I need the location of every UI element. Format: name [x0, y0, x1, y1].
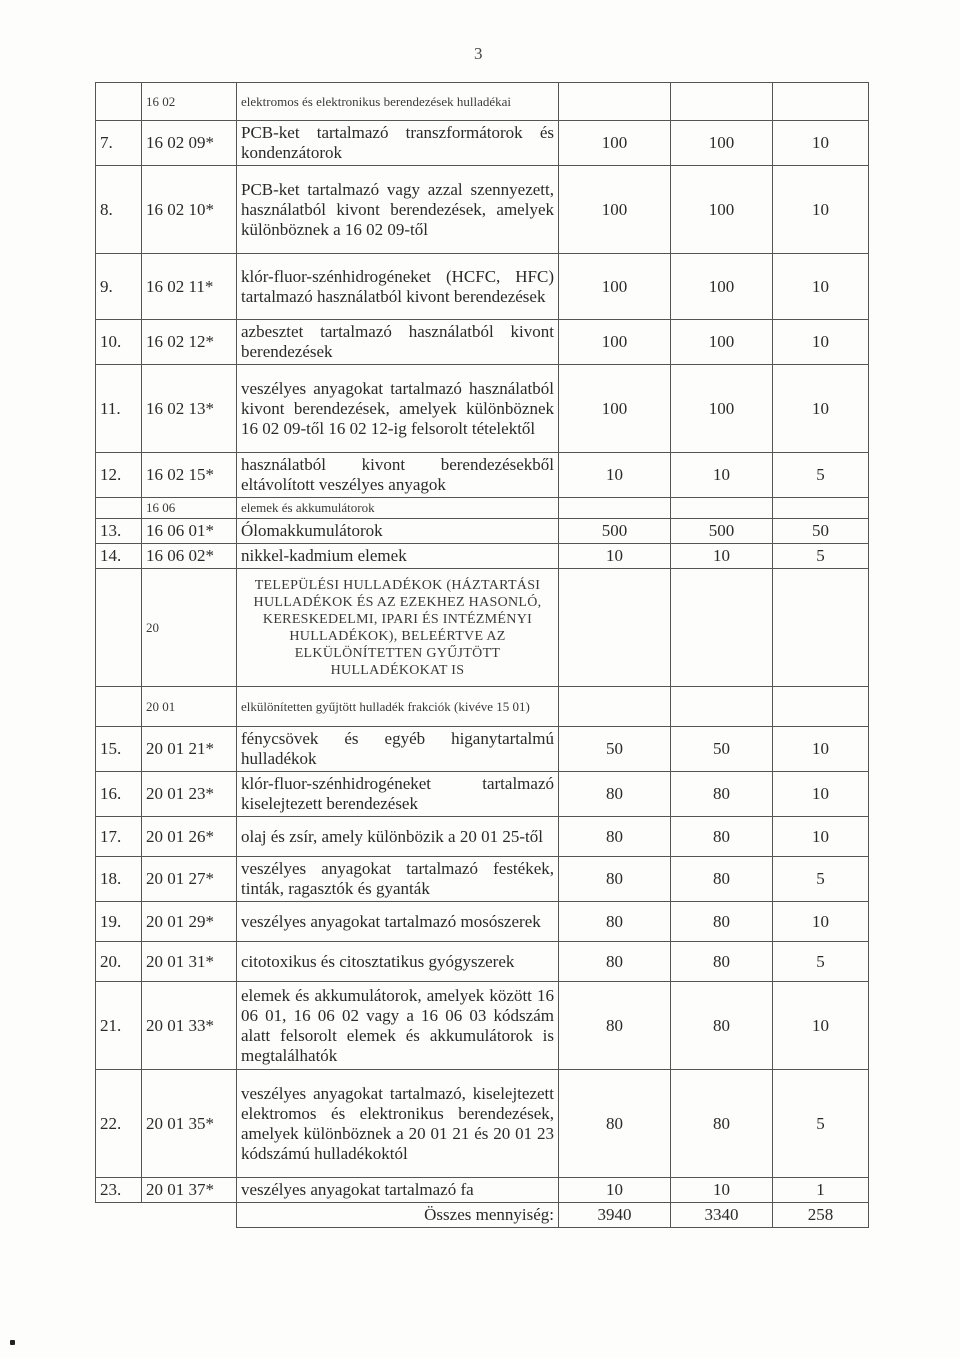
waste-description: Ólomakkumulátorok	[237, 519, 559, 544]
waste-code: 20 01 37*	[142, 1178, 237, 1203]
quantity-value-3: 10	[773, 727, 869, 772]
quantity-value-3: 10	[773, 772, 869, 817]
quantity-value-1: 100	[559, 320, 671, 365]
waste-code: 16 02 13*	[142, 365, 237, 453]
table-body	[96, 83, 869, 1228]
empty-cell	[773, 687, 869, 727]
quantity-value-3: 5	[773, 942, 869, 982]
waste-quantity-table	[95, 82, 869, 1228]
quantity-value-1: 10	[559, 453, 671, 498]
section-code: 20 01	[142, 687, 237, 727]
empty-cell	[559, 687, 671, 727]
quantity-value-3: 10	[773, 817, 869, 857]
row-number: 23.	[96, 1178, 142, 1203]
table-row	[96, 365, 869, 453]
waste-description: veszélyes anyagokat tartalmazó festékek, tinták, ragasztók és gyanták	[237, 857, 559, 902]
row-number: 14.	[96, 544, 142, 569]
quantity-value-2: 10	[671, 544, 773, 569]
quantity-value-3: 5	[773, 544, 869, 569]
waste-description: azbesztet tartalmazó használatból kivont berendezések	[237, 320, 559, 365]
section-description: elemek és akkumulátorok	[237, 498, 559, 519]
quantity-value-1: 50	[559, 727, 671, 772]
quantity-value-1: 100	[559, 365, 671, 453]
quantity-value-1: 80	[559, 902, 671, 942]
row-number: 10.	[96, 320, 142, 365]
quantity-value-1: 80	[559, 942, 671, 982]
empty-cell	[559, 569, 671, 687]
total-value-2: 3340	[671, 1203, 773, 1228]
waste-code: 16 02 10*	[142, 166, 237, 254]
empty-cell	[773, 569, 869, 687]
waste-code: 16 02 12*	[142, 320, 237, 365]
waste-code: 16 02 09*	[142, 121, 237, 166]
quantity-value-2: 500	[671, 519, 773, 544]
total-value-3: 258	[773, 1203, 869, 1228]
table-row	[96, 1178, 869, 1203]
quantity-value-2: 80	[671, 942, 773, 982]
waste-code: 20 01 27*	[142, 857, 237, 902]
page-number: 3	[474, 44, 483, 63]
quantity-value-3: 10	[773, 365, 869, 453]
row-number: 22.	[96, 1070, 142, 1178]
row-number: 16.	[96, 772, 142, 817]
waste-description: fénycsövek és egyéb higanytartalmú hulladékok	[237, 727, 559, 772]
waste-description: olaj és zsír, amely különbözik a 20 01 25-től	[237, 817, 559, 857]
quantity-value-2: 80	[671, 772, 773, 817]
table-row	[96, 982, 869, 1070]
row-number: 17.	[96, 817, 142, 857]
quantity-value-3: 5	[773, 453, 869, 498]
table-row	[96, 121, 869, 166]
quantity-value-1: 10	[559, 544, 671, 569]
section-heading-row	[96, 569, 869, 687]
section-heading-row	[96, 687, 869, 727]
table-row	[96, 902, 869, 942]
row-number-empty	[96, 83, 142, 121]
quantity-value-3: 10	[773, 982, 869, 1070]
empty-cell	[559, 498, 671, 519]
quantity-value-3: 10	[773, 166, 869, 254]
quantity-value-1: 500	[559, 519, 671, 544]
waste-code: 20 01 29*	[142, 902, 237, 942]
row-number: 19.	[96, 902, 142, 942]
total-row	[96, 1203, 869, 1228]
table-row	[96, 772, 869, 817]
section-description: TELEPÜLÉSI HULLADÉKOK (HÁZTARTÁSI HULLADÉKOK ÉS AZ EZEKHEZ HASONLÓ, KERESKEDELMI, IPARI ÉS INTÉZMÉNYI HULLADÉKOK), BELEÉRTVE AZ ELKÜLÖNÍTETTEN GYŰJTÖTT HULLADÉKOKAT IS	[237, 569, 559, 687]
quantity-value-2: 10	[671, 1178, 773, 1203]
table-row	[96, 254, 869, 320]
quantity-value-1: 80	[559, 857, 671, 902]
quantity-value-3: 10	[773, 902, 869, 942]
waste-description: PCB-ket tartalmazó vagy azzal szennyezett, használatból kivont berendezések, amelyek különböznek a 16 02 09-től	[237, 166, 559, 254]
quantity-value-1: 100	[559, 254, 671, 320]
quantity-value-3: 50	[773, 519, 869, 544]
waste-code: 20 01 33*	[142, 982, 237, 1070]
row-number: 18.	[96, 857, 142, 902]
quantity-value-1: 10	[559, 1178, 671, 1203]
row-number: 15.	[96, 727, 142, 772]
table-row	[96, 857, 869, 902]
total-value-1: 3940	[559, 1203, 671, 1228]
quantity-value-2: 50	[671, 727, 773, 772]
quantity-value-2: 10	[671, 453, 773, 498]
table-row	[96, 166, 869, 254]
waste-description: citotoxikus és citosztatikus gyógyszerek	[237, 942, 559, 982]
row-number-empty	[96, 569, 142, 687]
table-row	[96, 942, 869, 982]
section-heading-row	[96, 498, 869, 519]
quantity-value-2: 80	[671, 1070, 773, 1178]
quantity-value-2: 100	[671, 166, 773, 254]
row-number: 20.	[96, 942, 142, 982]
row-number-empty	[96, 498, 142, 519]
waste-code: 16 06 02*	[142, 544, 237, 569]
waste-description: veszélyes anyagokat tartalmazó mosószerek	[237, 902, 559, 942]
scan-speck	[10, 1340, 15, 1345]
waste-code: 16 06 01*	[142, 519, 237, 544]
table-row	[96, 544, 869, 569]
empty-cell	[559, 83, 671, 121]
row-number: 13.	[96, 519, 142, 544]
waste-code: 16 02 11*	[142, 254, 237, 320]
quantity-value-2: 80	[671, 902, 773, 942]
quantity-value-1: 80	[559, 772, 671, 817]
empty-cell	[671, 498, 773, 519]
row-number: 9.	[96, 254, 142, 320]
quantity-value-2: 80	[671, 817, 773, 857]
quantity-value-2: 80	[671, 857, 773, 902]
row-number: 7.	[96, 121, 142, 166]
waste-description: nikkel-kadmium elemek	[237, 544, 559, 569]
waste-code: 20 01 21*	[142, 727, 237, 772]
quantity-value-3: 1	[773, 1178, 869, 1203]
quantity-value-1: 80	[559, 817, 671, 857]
waste-description: veszélyes anyagokat tartalmazó használatból kivont berendezések, amelyek különböznek 16 02 09-től 16 02 12-ig felsorolt tételektől	[237, 365, 559, 453]
table-row	[96, 817, 869, 857]
waste-code: 20 01 23*	[142, 772, 237, 817]
quantity-value-2: 100	[671, 320, 773, 365]
section-heading-row	[96, 83, 869, 121]
empty-cell	[773, 83, 869, 121]
empty-cell	[671, 569, 773, 687]
waste-description: klór-fluor-szénhidrogéneket tartalmazó kiselejtezett berendezések	[237, 772, 559, 817]
section-description: elektromos és elektronikus berendezések hulladékai	[237, 83, 559, 121]
waste-description: klór-fluor-szénhidrogéneket (HCFC, HFC) tartalmazó használatból kivont berendezések	[237, 254, 559, 320]
row-number: 12.	[96, 453, 142, 498]
quantity-value-2: 80	[671, 982, 773, 1070]
row-number: 11.	[96, 365, 142, 453]
section-code: 16 02	[142, 83, 237, 121]
quantity-value-3: 5	[773, 857, 869, 902]
table-row	[96, 727, 869, 772]
row-number-empty	[96, 687, 142, 727]
quantity-value-1: 80	[559, 1070, 671, 1178]
empty-cell	[96, 1203, 237, 1228]
quantity-value-3: 10	[773, 320, 869, 365]
row-number: 21.	[96, 982, 142, 1070]
quantity-value-1: 80	[559, 982, 671, 1070]
section-code: 16 06	[142, 498, 237, 519]
empty-cell	[773, 498, 869, 519]
quantity-value-2: 100	[671, 365, 773, 453]
table-row	[96, 453, 869, 498]
waste-description: elemek és akkumulátorok, amelyek között 16 06 01, 16 06 02 vagy a 16 06 03 kódszám alatt felsorolt elemek és akkumulátorok is megtalálhatók	[237, 982, 559, 1070]
waste-code: 20 01 26*	[142, 817, 237, 857]
waste-description: használatból kivont berendezésekből eltávolított veszélyes anyagok	[237, 453, 559, 498]
quantity-value-2: 100	[671, 121, 773, 166]
waste-description: veszélyes anyagokat tartalmazó, kiselejtezett elektromos és elektronikus berendezések, amelyek különböznek a 20 01 21 és 20 01 23 kódszámú hulladékoktól	[237, 1070, 559, 1178]
waste-code: 16 02 15*	[142, 453, 237, 498]
waste-code: 20 01 35*	[142, 1070, 237, 1178]
table-row	[96, 519, 869, 544]
quantity-value-3: 5	[773, 1070, 869, 1178]
section-code: 20	[142, 569, 237, 687]
quantity-value-1: 100	[559, 121, 671, 166]
waste-description: PCB-ket tartalmazó transzformátorok és kondenzátorok	[237, 121, 559, 166]
table-row	[96, 320, 869, 365]
empty-cell	[671, 687, 773, 727]
row-number: 8.	[96, 166, 142, 254]
empty-cell	[671, 83, 773, 121]
quantity-value-1: 100	[559, 166, 671, 254]
section-description: elkülönítetten gyűjtött hulladék frakciók (kivéve 15 01)	[237, 687, 559, 727]
table-row	[96, 1070, 869, 1178]
waste-code: 20 01 31*	[142, 942, 237, 982]
quantity-value-3: 10	[773, 121, 869, 166]
quantity-value-3: 10	[773, 254, 869, 320]
waste-description: veszélyes anyagokat tartalmazó fa	[237, 1178, 559, 1203]
quantity-value-2: 100	[671, 254, 773, 320]
total-label: Összes mennyiség:	[237, 1203, 559, 1228]
